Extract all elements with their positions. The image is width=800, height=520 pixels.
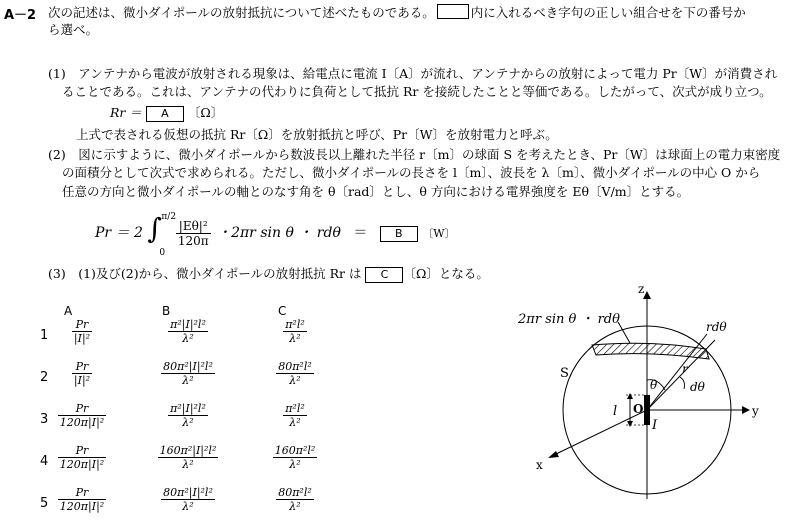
fraction-numerator: π²|I|²l² [170, 318, 206, 331]
fraction-numerator: 160π²|I|²l² [159, 444, 217, 457]
fraction-numerator: π²|I|²l² [170, 402, 206, 415]
box-a: A [146, 106, 184, 122]
choice-cell-c [256, 444, 334, 471]
header-b: B [162, 304, 171, 318]
fraction-denominator: λ² [289, 374, 301, 387]
part2-line-1: (2) 図に示すように、微小ダイポールから数波長以上離れた半径 r〔m〕の球面 S を考えたとき、Pr〔W〕は球面上の電力束密度 [48, 147, 781, 162]
choice-cell-c [256, 360, 334, 387]
sphere-label: S [560, 366, 569, 381]
fraction-numerator: π²l² [285, 318, 305, 331]
fraction-numerator: 80π²|I|²l² [163, 360, 213, 373]
choice-cell-a [52, 444, 112, 471]
choice-cell-b [140, 486, 236, 513]
choice-number[interactable]: 1 [40, 328, 49, 343]
hatched-strip [592, 343, 709, 359]
blank-box [437, 4, 469, 19]
part2-eq-equals: ＝ [353, 225, 368, 241]
fraction-numerator: 80π²l² [278, 360, 312, 373]
part2-line-3: 任意の方向と微小ダイポールの軸とのなす角を θ〔rad〕とし、θ 方向における電界強度を Eθ〔V/m〕とする。 [62, 184, 690, 199]
length-arrow-top [627, 393, 633, 399]
choice-cell-b [140, 318, 236, 345]
part2-line-2: の面積分として次式で求められる。ただし、微小ダイポールの長さを l〔m〕、波長を λ〔m〕、微小ダイポールの中心 O から [62, 165, 761, 180]
choice-fraction [276, 360, 314, 387]
current-label: I [652, 418, 658, 433]
choice-cell-b [140, 402, 236, 429]
part2-unit: 〔W〕 [422, 227, 456, 240]
fraction-denominator: |I|² [73, 374, 91, 387]
choice-fraction [283, 402, 307, 429]
length-label: l [613, 404, 618, 419]
choice-number[interactable]: 4 [40, 454, 49, 469]
fraction-denominator: λ² [182, 332, 194, 345]
integral-upper: π/2 [161, 212, 177, 222]
choice-fraction [158, 444, 219, 471]
integral-lower: 0 [159, 248, 166, 258]
part1-line-1: (1) アンテナから電波が放射される現象は、給電点に電流 I〔A〕が流れ、アンテナからの放射によって電力 Pr〔W〕が消費され [48, 66, 778, 81]
header-c: C [278, 304, 287, 318]
choice-cell-b [140, 444, 236, 471]
fraction-numerator: π²l² [285, 402, 305, 415]
fraction-denominator: λ² [289, 416, 301, 429]
choice-fraction [58, 402, 106, 429]
sphere-figure [510, 285, 790, 517]
part1-line-4: 上式で表される仮想の抵抗 Rr〔Ω〕を放射抵抗と呼び、Pr〔W〕を放射電力と呼ぶ。 [76, 127, 558, 142]
x-label: x [536, 458, 543, 472]
y-arrow [742, 406, 750, 414]
fraction-numerator: Pr [72, 360, 92, 374]
rdtheta-label: rdθ [706, 320, 727, 334]
part2-frac-den: 120π [177, 233, 209, 248]
choice-number[interactable]: 5 [40, 496, 49, 511]
x-arrow [548, 451, 559, 458]
part3-end: 〔Ω〕となる。 [403, 266, 489, 281]
fraction-denominator: λ² [289, 500, 301, 513]
intro-text-after: 内に入れるべき字句の正しい組合せを下の番号か [470, 5, 746, 20]
part3-text: (3) (1)及び(2)から、微小ダイポールの放射抵抗 Rr は [48, 266, 362, 281]
choice-number[interactable]: 3 [40, 412, 49, 427]
fraction-numerator: Pr [72, 318, 92, 332]
y-label: y [752, 404, 759, 418]
choice-fraction [161, 486, 215, 513]
choice-cell-b [140, 360, 236, 387]
choice-fraction [58, 444, 106, 471]
x-axis [554, 410, 647, 455]
fraction-denominator: 120π|I|² [59, 416, 105, 429]
part3-line [48, 266, 489, 283]
choice-fraction [161, 360, 215, 387]
r-label: r [682, 362, 688, 376]
fraction-denominator: λ² [182, 458, 194, 471]
fraction-denominator: λ² [289, 458, 301, 471]
choice-cell-c [256, 402, 334, 429]
fraction-denominator: 120π|I|² [59, 500, 105, 513]
part1-equation [110, 105, 223, 122]
part2-frac-num: |Eθ|² [176, 219, 211, 234]
dtheta-arc [680, 377, 685, 389]
choice-fraction [168, 318, 208, 345]
part1-eq-lhs: Rr ＝ [110, 105, 142, 120]
fraction-numerator: 80π²|I|²l² [163, 486, 213, 499]
part2-eq-rest: ・2πr sin θ ・ rdθ [217, 225, 341, 241]
fraction-numerator: 80π²l² [278, 486, 312, 499]
intro-text-before: 次の記述は、微小ダイポールの放射抵抗について述べたものである。 [48, 5, 435, 20]
box-b: B [380, 226, 418, 242]
choice-cell-c [256, 486, 334, 513]
fraction-numerator: 160π²l² [274, 444, 316, 457]
choice-fraction [283, 318, 307, 345]
part2-eq-lhs: Pr ＝ 2 [95, 225, 143, 241]
fraction-denominator: |I|² [73, 332, 91, 345]
fraction-numerator: Pr [58, 486, 106, 500]
intro-line-1 [48, 4, 746, 21]
part1-unit: 〔Ω〕 [187, 105, 224, 120]
fraction-denominator: λ² [289, 332, 301, 345]
choice-fraction [168, 402, 208, 429]
choice-cell-c [256, 318, 334, 345]
choice-cell-a [52, 486, 112, 513]
choice-fraction [58, 486, 106, 513]
choice-fraction [276, 486, 314, 513]
part2-fraction [176, 219, 211, 248]
strip-label: 2πr sin θ ・ rdθ [518, 312, 620, 327]
dtheta-label: dθ [690, 380, 705, 394]
fraction-denominator: 120π|I|² [59, 458, 105, 471]
box-c: C [365, 267, 403, 283]
choice-cell-a [52, 402, 112, 429]
intro-line-2: ら選べ。 [48, 22, 99, 37]
part2-equation [95, 212, 456, 258]
z-label: z [638, 285, 645, 296]
choice-cell-a [52, 318, 112, 345]
fraction-denominator: λ² [182, 374, 194, 387]
fraction-numerator: Pr [58, 444, 106, 458]
choice-number[interactable]: 2 [40, 370, 49, 385]
choice-fraction [72, 318, 92, 345]
length-arrow-bottom [627, 421, 633, 427]
integral-sign: ∫ π/2 0 [147, 218, 169, 248]
choice-fraction [72, 360, 92, 387]
fraction-denominator: λ² [182, 416, 194, 429]
question-number: A－2 [4, 8, 37, 23]
choice-cell-a [52, 360, 112, 387]
theta-label: θ [650, 378, 658, 392]
fraction-denominator: λ² [182, 500, 194, 513]
part1-line-2: ることである。これは、アンテナの代わりに負荷として抵抗 Rr を接続したことと等価である。したがって、次式が成り立つ。 [62, 84, 772, 99]
origin-label: O [633, 402, 644, 416]
header-a: A [64, 304, 73, 318]
choice-fraction [273, 444, 318, 471]
fraction-numerator: Pr [58, 402, 106, 416]
